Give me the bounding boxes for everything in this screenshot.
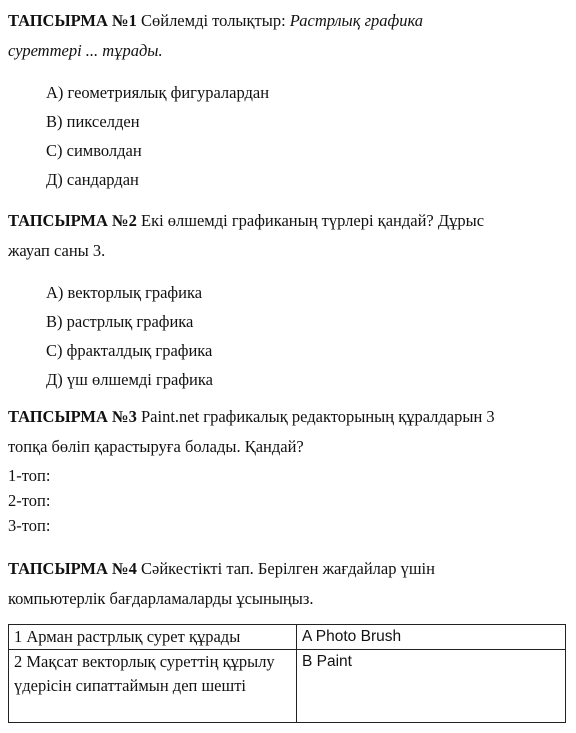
task-2-option-d: Д) үш өлшемді графика [46,370,213,389]
task-3-prompt [8,402,573,462]
task-1 [8,6,568,194]
task-3-text-1: Paint.net графикалық редакторының құралдарын 3 [136,407,495,426]
table-cell-right: B Paint [297,650,566,723]
task-2 [8,206,568,394]
task-2-text-1: Екі өлшемді графиканың түрлері қандай? Дұрыс [136,211,485,230]
task-1-italic-1: Растрлық графика [289,11,424,30]
task-1-option-b: В) пикселден [46,112,140,131]
table-cell-left: 2 Мақсат векторлық суреттің құрылу үдерісін сипаттаймын деп шешті [9,650,297,723]
task-3 [8,402,573,538]
task-1-options [8,78,568,194]
task-2-text-2: жауап саны 3. [8,241,106,260]
task-2-label: ТАПСЫРМА №2 [8,211,137,230]
task-4-prompt [8,554,568,614]
task-1-option-c: С) символдан [46,141,142,160]
task-4-text-1: Сәйкестікті тап. Берілген жағдайлар үшін [136,559,435,578]
matching-table [8,624,566,723]
task-2-option-c: С) фракталдық графика [46,341,213,360]
task-4-label: ТАПСЫРМА №4 [8,559,137,578]
task-1-option-a: А) геометриялық фигуралардан [46,83,270,102]
table-cell-right: A Photo Brush [297,625,566,650]
table-cell-left: 1 Арман растрлық сурет құрады [9,625,297,650]
task-3-text-2: топқа бөліп қарастыруға болады. Қандай? [8,437,304,456]
task-3-groups [8,463,573,538]
table-row [9,625,566,650]
task-2-prompt [8,206,568,266]
task-1-option-d: Д) сандардан [46,170,139,189]
task-1-italic-2: суреттері ... тұрады. [8,41,163,60]
task-1-prompt [8,6,568,66]
task-3-group-3: 3-топ: [8,516,51,535]
task-4 [8,554,568,723]
table-row [9,650,566,723]
task-1-label: ТАПСЫРМА №1 [8,11,137,30]
task-2-option-b: В) растрлық графика [46,312,194,331]
task-2-options [8,278,568,394]
task-1-text: Сөйлемді толықтыр: [136,11,290,30]
task-3-label: ТАПСЫРМА №3 [8,407,137,426]
task-3-group-2: 2-топ: [8,491,51,510]
task-2-option-a: А) векторлық графика [46,283,203,302]
task-4-text-2: компьютерлік бағдарламаларды ұсыныңыз. [8,589,314,608]
task-3-group-1: 1-топ: [8,466,51,485]
